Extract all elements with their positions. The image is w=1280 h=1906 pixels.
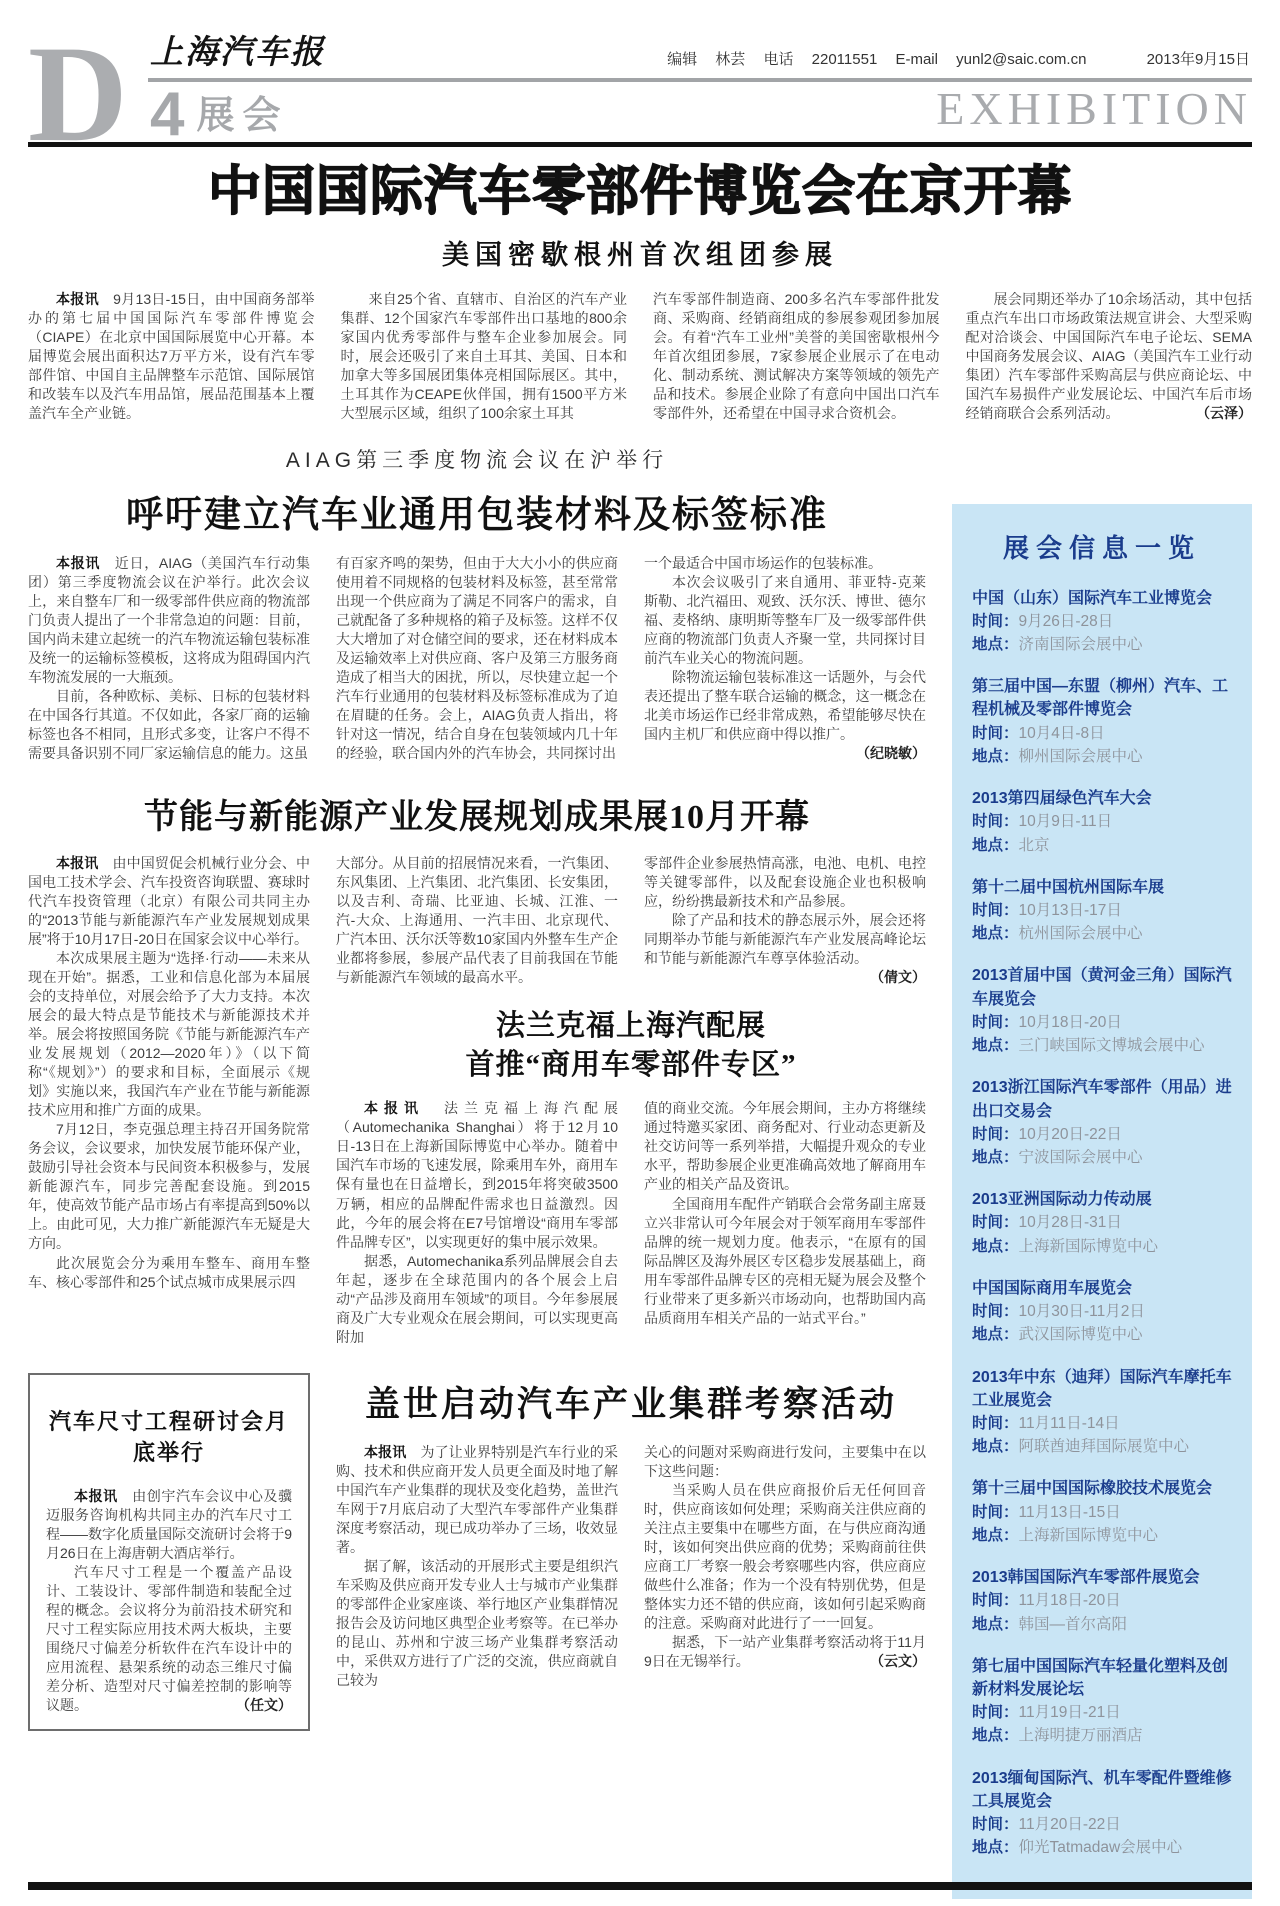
event-venue-value: 北京 (1018, 836, 1050, 854)
main-content-row (28, 438, 1252, 1899)
paragraph: 来自25个省、直辖市、自治区的汽车产业集群、12个国家汽车零部件出口基地的800余家国内优秀零部件与整车企业参加展会。同时，展会还吸引了来自土耳其、美国、日本和加拿大等多国展团集体亮相国际展区。其中，土耳其作为CEAPE伙伴国，拥有1500平方米大型展示区域，组织了100余家土耳其 (340, 291, 627, 422)
dateline: 本报讯 (364, 1443, 407, 1460)
event-name: 2013缅甸国际汽、机车零配件暨维修工具展览会 (972, 1769, 1232, 1810)
event-time (972, 1701, 1232, 1724)
paragraph: 除了产品和技术的静态展示外，展会还将同期举办节能与新能源汽车产业发展高峰论坛和节能与新能源汽车尊享体验活动。 （倩文） (644, 911, 926, 968)
issue-date: 2013年9月15日 (1146, 51, 1250, 68)
event-venue-label: 地点： (972, 1037, 1019, 1055)
exhibition-event (972, 876, 1232, 946)
event-venue-label: 地点： (972, 1237, 1019, 1255)
event-venue-value: 杭州国际会展中心 (1018, 925, 1143, 943)
event-name: 第十三届中国国际橡胶技术展览会 (972, 1480, 1213, 1498)
exhibition-event (972, 1767, 1232, 1860)
event-name: 第十二届中国杭州国际车展 (972, 878, 1165, 896)
paragraph: 一个最适合中国市场运作的包装标准。 (644, 554, 882, 571)
energy-headline: 节能与新能源产业发展规划成果展10月开幕 (144, 798, 810, 836)
event-venue-value: 宁波国际会展中心 (1018, 1148, 1143, 1166)
exhibition-event (972, 1477, 1232, 1547)
main-articles (28, 438, 926, 1899)
event-venue (972, 1836, 1232, 1859)
paragraph: 关心的问题对采购商进行发问，主要集中在以下这些问题： (644, 1443, 926, 1479)
event-time (972, 1501, 1232, 1524)
exhibition-event (972, 675, 1232, 768)
exhibition-event (972, 1566, 1232, 1636)
event-time (972, 1123, 1232, 1146)
paragraph: 据悉，下一站产业集群考察活动将于11月9日在无锡举行。 （云文） (644, 1633, 926, 1671)
event-time (972, 1300, 1232, 1323)
lead-subhead: 美国密歇根州首次组团参展 (442, 240, 838, 271)
event-venue (972, 1724, 1232, 1747)
dateline: 本报讯 (56, 291, 99, 308)
event-name: 2013浙江国际汽车零部件（用品）进出口交易会 (972, 1079, 1232, 1120)
aiag-kicker: AIAG第三季度物流会议在沪举行 (285, 448, 669, 472)
event-venue (972, 1146, 1232, 1169)
exhibition-event (972, 964, 1232, 1057)
aiag-article-body (28, 554, 926, 763)
paragraph: 本次成果展主题为“选择·行动——未来从现在开始”。据悉，工业和信息化部为本届展会的支持单位，对展会给予了大力支持。本次展会的最大特点是节能技术与新能源技术并举。展会将按照国务院《节能与新能源汽车产业发展规划（2012—2020年）》（以下简称“《规划》”）的要求和目标，全面展示《规划》实施以来，我国汽车产业在节能与新能源技术应用和推广方面的成果。 (28, 950, 310, 1119)
editor-label: 编辑 (667, 51, 698, 68)
event-venue (972, 1235, 1232, 1258)
event-venue (972, 1435, 1232, 1458)
masthead (28, 17, 1252, 170)
event-time-value: 10月4日-8日 (1018, 724, 1105, 742)
event-time-value: 10月13日-17日 (1018, 901, 1122, 919)
article-column (653, 290, 940, 423)
event-name: 第七届中国国际汽车轻量化塑料及创新材料发展论坛 (972, 1657, 1229, 1699)
event-time (972, 810, 1232, 833)
event-venue-value: 济南国际会展中心 (1018, 635, 1143, 653)
event-venue-value: 上海明捷万丽酒店 (1018, 1727, 1143, 1745)
event-name: 2013第四届绿色汽车大会 (972, 790, 1152, 808)
event-venue (972, 633, 1232, 656)
paragraph: 本次会议吸引了来自通用、菲亚特-克莱斯勒、北汽福田、观致、沃尔沃、博世、德尔福、麦格纳、康明斯等整车厂及一级零部件供应商的物流部门负责人齐聚一堂，共同探讨目前汽车业关心的物流问题。 (644, 573, 926, 666)
gasgoo-article (336, 1373, 926, 1731)
byline: （倩文） (870, 969, 926, 986)
paragraph: 据悉，Automechanika系列品牌展会自去年起，逐步在全球范围内的各个展会上启动“产品涉及商用车领域”的项目。今年参展展商及广大专业观众在展会期间，可以实现更高附加 (336, 1252, 618, 1345)
lead-article-body (28, 290, 1252, 423)
event-venue-label: 地点： (972, 1438, 1019, 1456)
dimension-box (28, 1373, 310, 1731)
event-venue (972, 1323, 1232, 1346)
article-column (28, 854, 310, 1347)
paragraph: 本报讯 9月13日-15日，由中国商务部举办的第七届中国国际汽车零部件博览会（CIAPE）在北京中国国际展览中心开幕。本届博览会展出面积达7万平方米，设有汽车零部件馆、中国自主品牌整车示范馆、国际展馆和改装车以及汽车用品馆，展品范围基本上覆盖汽车全产业链。 (28, 291, 315, 422)
event-time-label: 时间： (972, 1125, 1019, 1143)
byline: （纪晓敏） (856, 744, 926, 761)
event-time-label: 时间： (972, 1816, 1019, 1834)
exhibition-event (972, 1076, 1232, 1169)
exhibition-event (972, 1188, 1232, 1258)
event-name: 第三届中国—东盟（柳州）汽车、工程机械及零部件博览会 (972, 678, 1229, 719)
dateline: 本报讯 (56, 854, 99, 871)
event-venue-value: 韩国—首尔高阳 (1018, 1615, 1128, 1633)
frankfurt-headline-line1: 法兰克福上海汽配展 (495, 1010, 766, 1043)
byline: （云泽） (1196, 405, 1252, 422)
article-column (644, 554, 926, 763)
event-time-label: 时间： (972, 1704, 1019, 1722)
paragraph: 本报讯 由创宇汽车会议中心及骥迈服务咨询机构共同主办的汽车尺寸工程——数字化质量国际交流研讨会将于9月26日在上海唐朝大酒店举行。 (46, 1487, 293, 1561)
frankfurt-headline (336, 1007, 926, 1085)
event-time-value: 10月9日-11日 (1018, 813, 1113, 831)
event-time-value: 11月20日-22日 (1018, 1816, 1121, 1834)
event-time-value: 11月19日-21日 (1018, 1704, 1121, 1722)
email-address: yunl2@saic.com.cn (956, 51, 1087, 68)
section-name-cn: 展会 (196, 95, 289, 137)
article-column (336, 554, 618, 763)
article-column (966, 290, 1253, 423)
article-column (644, 1443, 926, 1690)
event-time (972, 610, 1232, 633)
event-venue-value: 三门峡国际文博城会展中心 (1018, 1037, 1205, 1055)
paragraph: 值的商业交流。今年展会期间，主办方将继续通过特邀买家团、商务配对、行业动态更新及社交访问等一系列举措，大幅提升观众的专业水平，帮助参展企业更准确高效地了解商用车产业的相关产品及资讯。 (644, 1100, 926, 1193)
page-letter: D (28, 17, 128, 170)
paragraph: 此次展览会分为乘用车整车、商用车整车、核心零部件和25个试点城市成果展示四 (28, 1254, 310, 1290)
byline: （云文） (870, 1653, 926, 1670)
frankfurt-article-body (336, 1099, 926, 1346)
event-venue (972, 1524, 1232, 1547)
frankfurt-headline-line2: 首推“商用车零部件专区” (465, 1049, 797, 1082)
event-venue (972, 834, 1232, 857)
event-name: 中国国际商用车展览会 (972, 1279, 1133, 1297)
paragraph: 有百家齐鸣的架势，但由于大大小小的供应商使用着不同规格的包装材料及标签，甚至常常出现一个供应商为了满足不同客户的需求，自己就配备了多种规格的箱子及标签。这样不仅大大增加了对仓储空间的要求，还在材料成本及运输效率上对供应商、客户及第三方服务商造成了相当大的困扰，所以，尽快建立起一个汽车行业通用的包装材料及标签标准成为了迫在眉睫的任务。会上，AIAG负责人指出，将针对这一情况，结合自身在包装领域内几十年的经验，联合国内外的汽车协会，共同探讨出 (336, 554, 618, 761)
paragraph: 本报讯 由中国贸促会机械行业分会、中国电工技术学会、汽车投资咨询联盟、赛球时代汽车投资管理（北京）有限公司共同主办的“2013节能与新能源汽车产业发展规划成果展”将于10月17日-20日在国家会议中心举行。 (28, 854, 311, 947)
event-time (972, 1011, 1232, 1034)
event-venue-label: 地点： (972, 1839, 1019, 1857)
event-venue-value: 武汉国际博览中心 (1018, 1326, 1143, 1344)
paragraph: 7月12日，李克强总理主持召开国务院常务会议，会议要求，加快发展节能环保产业，鼓励引导社会资本与民间资本积极参与，发展新能源汽车，同步完善配套设施。到2015年，使高效节能产品市场占有率提高到50%以上。由此可见，大力推广新能源汽车无疑是大方向。 (28, 1121, 310, 1252)
article-column (644, 1099, 926, 1346)
event-venue-label: 地点： (972, 1727, 1019, 1745)
gasgoo-headline: 盖世启动汽车产业集群考察活动 (364, 1384, 897, 1424)
event-name: 2013亚洲国际动力传动展 (972, 1191, 1152, 1209)
event-time-value: 11月18日-20日 (1018, 1592, 1121, 1610)
phone-label: 电话 (763, 51, 794, 68)
page-number: 4 (150, 80, 185, 149)
phone-number: 22011551 (811, 51, 878, 68)
paragraph: 本报讯 近日，AIAG（美国汽车行动集团）第三季度物流会议在沪举行。此次会议上，来自整车厂和一级零部件供应商的物流部门负责人提出了一个非常急迫的问题：目前，国内尚未建立起统一的汽车物流运输包装标准及统一的运输标签模板，这将成为阻碍国内汽车物流发展的一大瓶颈。 (28, 554, 310, 685)
article-column (644, 854, 926, 987)
event-time-value: 11月11日-14日 (1018, 1414, 1120, 1432)
dateline: 本报讯 (74, 1487, 118, 1504)
paragraph: 目前，各种欧标、美标、日标的包装材料在中国各行其道。不仅如此，各家厂商的运输标签也各不相同，且形式多变，让客户不得不需要具备识别不同厂家运输信息的能力。这虽 (28, 687, 310, 761)
article-column (46, 1487, 292, 1715)
event-time-value: 11月13日-15日 (1018, 1503, 1121, 1521)
paragraph: 本报讯 为了让业界特别是汽车行业的采购、技术和供应商开发人员更全面及时地了解中国汽车产业集群的现状及变化趋势，盖世汽车网于7月底启动了大型汽车零部件产业集群深度考察活动，现已成功举办了三场，收效显著。 (336, 1443, 619, 1555)
article-column (28, 290, 315, 423)
paragraph: 当采购人员在供应商报价后无任何回音时，供应商该如何处理；采购商关注供应商的关注点主要集中在哪些方面，在与供应商沟通时，该如何突出供应商的优势；采购商前往供应商工厂考察一般会考察哪些内容，供应商应做些什么准备；作为一个没有特别优势，但是整体实力还不错的供应商，该如何引起采购商的注意。采购商对此进行了一一回复。 (644, 1481, 926, 1632)
event-venue-label: 地点： (972, 1526, 1019, 1544)
exhibition-event (972, 587, 1232, 657)
newspaper-logo: 上海汽车报 (150, 32, 325, 71)
event-venue-label: 地点： (972, 1615, 1019, 1633)
event-venue-label: 地点： (972, 1326, 1019, 1344)
event-time (972, 722, 1232, 745)
event-name: 中国（山东）国际汽车工业博览会 (972, 589, 1213, 607)
event-time-value: 10月20日-22日 (1018, 1125, 1122, 1143)
event-venue-value: 阿联酋迪拜国际展览中心 (1018, 1438, 1190, 1456)
event-time (972, 1211, 1232, 1234)
editor-name: 林芸 (715, 51, 746, 68)
lead-headline: 中国国际汽车零部件博览会在京开幕 (208, 162, 1072, 221)
bottom-band (28, 1373, 926, 1731)
event-time-value: 10月30日-11月2日 (1018, 1303, 1145, 1321)
paragraph: 除物流运输包装标准这一话题外，与会代表还提出了整车联合运输的概念，这一概念在北美市场运作已经非常成熟，希望能够尽快在国内主机厂和供应商中得以推广。 （纪晓敏） (644, 668, 926, 744)
event-venue (972, 922, 1232, 945)
event-time (972, 1813, 1232, 1836)
event-venue-label: 地点： (972, 925, 1019, 943)
exhibition-event-list (972, 587, 1232, 1860)
event-time-value: 9月26日-28日 (1018, 612, 1114, 630)
event-venue-value: 仰光Tatmadaw会展中心 (1018, 1839, 1183, 1857)
masthead-rule (148, 78, 1252, 82)
event-venue-label: 地点： (972, 635, 1019, 653)
article-column (336, 1443, 618, 1690)
paragraph: 汽车尺寸工程是一个覆盖产品设计、工装设计、零部件制造和装配全过程的概念。会议将分为前沿技术研究和尺寸工程实际应用技术两大板块，主要围绕尺寸偏差分析软件在汽车设计中的应用流程、悬架系统的动态三维尺寸偏差分析、造型对尺寸偏差控制的影响等议题。 （任文） (46, 1563, 292, 1715)
event-name: 2013首届中国（黄河金三角）国际汽车展览会 (972, 967, 1232, 1008)
event-time-label: 时间： (972, 1503, 1019, 1521)
gasgoo-article-body (336, 1443, 926, 1690)
event-time-label: 时间： (972, 1592, 1019, 1610)
event-time (972, 899, 1232, 922)
section-name-en: EXHIBITION (936, 83, 1252, 134)
paragraph: 大部分。从目前的招展情况来看，一汽集团、东风集团、上汽集团、北汽集团、长安集团，以及吉利、奇瑞、比亚迪、长城、江淮、一汽-大众、上海通用、一汽丰田、北京现代、广汽本田、沃尔沃等数10家国内外整车生产企业都将参展，参展产品代表了目前我国在节能与新能源汽车领域的最高水平。 (336, 854, 618, 986)
event-time-label: 时间： (972, 901, 1019, 919)
exhibition-event (972, 1366, 1232, 1459)
email-label: E-mail (895, 51, 938, 68)
event-time-value: 10月28日-31日 (1018, 1214, 1122, 1232)
article-column (28, 554, 310, 763)
paragraph: 全国商用车配件产销联合会常务副主席聂立兴非常认可今年展会对于领军商用车零部件品牌的统一规划力度。他表示，“在原有的国际品牌区及海外展区专区稳步发展基础上，商用车零部件品牌专区的亮相无疑为展会及整个行业带来了更多新兴市场动向，也帮助国内高品质商用车相关产品的一站式平台。” (644, 1195, 926, 1326)
event-venue-label: 地点： (972, 747, 1019, 765)
exhibition-info-sidebar (952, 504, 1252, 1899)
event-time-label: 时间： (972, 1214, 1019, 1232)
event-time-label: 时间： (972, 612, 1019, 630)
event-venue (972, 745, 1232, 768)
event-name: 2013韩国国际汽车零部件展览会 (972, 1569, 1200, 1587)
event-venue-label: 地点： (972, 1148, 1019, 1166)
event-venue-label: 地点： (972, 836, 1019, 854)
paragraph: 本报讯 法兰克福上海汽配展（Automechanika Shanghai）将于12月10日-13日在上海新国际博览中心举办。随着中国汽车市场的飞速发展，除乘用车外，商用车保有量也在日益增长，到2015年将突破3500万辆，相应的品牌配件需求也日益激烈。因此，今年的展会将在E7号馆增设“商用车零部件品牌专区”，以实现更好的集中展示效果。 (336, 1100, 618, 1250)
event-venue (972, 1613, 1232, 1636)
event-venue-value: 上海新国际博览中心 (1018, 1237, 1159, 1255)
event-time-label: 时间： (972, 1303, 1019, 1321)
exhibition-event (972, 787, 1232, 857)
event-time-label: 时间： (972, 813, 1019, 831)
dateline: 本报讯 (364, 1100, 424, 1117)
editor-info (667, 48, 1250, 69)
article-column (341, 290, 628, 423)
event-time-value: 10月18日-20日 (1018, 1013, 1122, 1031)
dimension-box-headline: 汽车尺寸工程研讨会月底举行 (48, 1408, 289, 1465)
energy-article-body (28, 854, 926, 1347)
aiag-headline: 呼吁建立汽车业通用包装材料及标签标准 (126, 494, 828, 536)
event-venue-value: 上海新国际博览中心 (1018, 1526, 1159, 1544)
energy-right-area (336, 854, 926, 1347)
article-column (336, 854, 618, 987)
event-venue (972, 1034, 1232, 1057)
event-time-label: 时间： (972, 724, 1019, 742)
page-section (150, 80, 289, 151)
paragraph: 据了解，该活动的开展形式主要是组织汽车采购及供应商开发专业人士与城市产业集群的零部件企业家座谈、举行地区产业集群情况报告会及访问地区典型企业考察等。在已举办的昆山、苏州和宁波三场产业集群考察活动中，采供双方进行了广泛的交流，供应商就自己较为 (336, 1557, 618, 1689)
event-time (972, 1412, 1232, 1435)
event-venue-value: 柳州国际会展中心 (1018, 747, 1143, 765)
exhibition-event (972, 1655, 1232, 1748)
paragraph: 汽车零部件制造商、200多名汽车零部件批发商、采购商、经销商组成的参展参观团参加展会。有着“汽车工业州”美誉的美国密歇根州今年首次组团参展，7家参展企业展示了在电动化、制动系统、测试解决方案等领域的领先产品和技术。参展企业除了有意向中国出口汽车零部件外，还希望在中国寻求合资机会。 (653, 291, 940, 422)
paragraph: 展会同期还举办了10余场活动，其中包括重点汽车出口市场政策法规宣讲会、大型采购配对洽谈会、中国国际汽车电子论坛、SEMA中国商务发展会议、AIAG（美国汽车工业行动集团）汽车零部件采购高层与供应商论坛、中国汽车易损件产业发展论坛、中国汽车后市场经销商联合会系列活动。 （云泽） (966, 290, 1253, 423)
byline: （任文） (236, 1697, 292, 1714)
sidebar-title: 展会信息一览 (1002, 532, 1201, 563)
exhibition-event (972, 1277, 1232, 1347)
energy-upper-columns (336, 854, 926, 987)
event-time-label: 时间： (972, 1414, 1019, 1432)
event-time-label: 时间： (972, 1013, 1019, 1031)
event-time (972, 1589, 1232, 1612)
page-bottom-rule (28, 1882, 1252, 1890)
event-name: 2013年中东（迪拜）国际汽车摩托车工业展览会 (972, 1368, 1232, 1409)
paragraph: 零部件企业参展热情高涨，电池、电机、电控等关键零部件，以及配套设施企业也积极响应，纷纷携最新技术和产品参展。 (644, 854, 926, 909)
article-column (336, 1099, 618, 1346)
dateline: 本报讯 (56, 554, 101, 571)
